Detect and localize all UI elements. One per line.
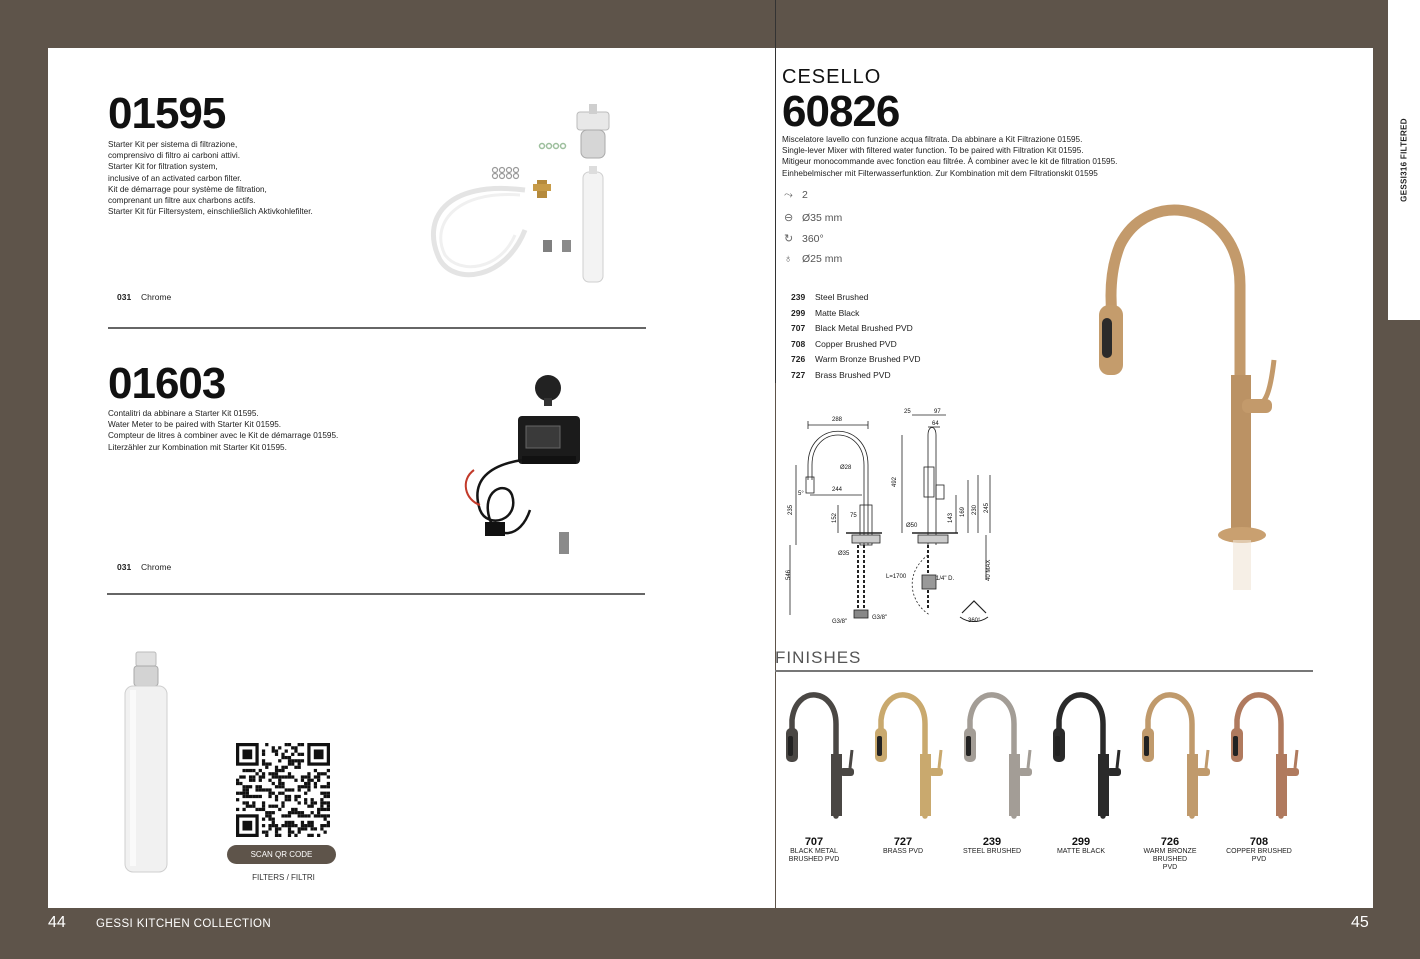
dim-label: 546: [786, 569, 792, 580]
swatch-faucet-707: [784, 684, 864, 820]
side-tab-label: GESSI316 FILTERED: [1399, 118, 1409, 202]
dim-label: Ø28: [840, 465, 852, 471]
dim-label: 244: [832, 487, 843, 493]
finish-row: 239 Steel Brushed: [791, 292, 869, 302]
swatch-code: 299: [1071, 836, 1091, 848]
finishes-divider: [775, 670, 1313, 672]
dim-label: 1/4" D.: [936, 576, 955, 582]
dim-label: 5°: [798, 491, 804, 497]
finish-code: 031: [117, 292, 132, 302]
divider-2: [107, 593, 645, 595]
rotation-icon: ↻: [784, 233, 794, 245]
swatch-name: COPPER BRUSHED PVD: [1226, 848, 1292, 863]
finish-row: 299 Matte Black: [791, 307, 860, 318]
swatch-faucet-708: [1229, 684, 1309, 820]
swatch-name: BLACK METAL BRUSHED PVD: [788, 848, 840, 863]
finishes-title: FINISHES: [775, 648, 862, 667]
dim-label: 143: [948, 512, 954, 523]
left-page-number: 44: [48, 914, 66, 931]
divider-1: [108, 327, 646, 329]
dim-label: 75: [850, 513, 857, 519]
finish-row: 708 Copper Brushed PVD: [791, 338, 897, 349]
filter-cartridge-image: [120, 650, 180, 880]
product-code-60826: 60826: [782, 87, 900, 136]
hose-icon: ♁: [784, 253, 793, 265]
dim-label: 492: [892, 476, 898, 487]
product-code-01603: 01603: [108, 359, 226, 408]
dim-label: G3/8": [832, 619, 848, 625]
dim-label: 40 MAX: [986, 559, 992, 581]
scan-qr-button[interactable]: SCAN QR CODE: [227, 845, 336, 864]
swatch-name: BRASS PVD: [882, 848, 924, 855]
dim-label: 360°: [968, 618, 981, 624]
dim-label: L=1700: [886, 574, 907, 580]
series-name: CESELLO: [782, 66, 882, 88]
finish-row: 726 Warm Bronze Brushed PVD: [791, 354, 921, 364]
product-description-01603: Contalitri da abbinare a Starter Kit 01595. Water Meter to be paired with Starter Kit 01595. Compteur de litres à combiner avec le Kit de démarrage 01595. Literzähler zur Kombination mit Starter Kit 01595.: [108, 409, 339, 452]
dim-label: Ø50: [906, 523, 918, 529]
swatch-code: 727: [893, 836, 913, 848]
finish-name: Chrome: [141, 292, 172, 302]
spec-hose: ♁ Ø25 mm: [784, 253, 843, 265]
dim-label: 230: [972, 504, 978, 515]
cartridge-icon: ⊖: [784, 212, 794, 224]
swatch-faucet-726: [1140, 684, 1220, 820]
swatch-name: MATTE BLACK: [1056, 848, 1106, 855]
swatch-code: 726: [1160, 836, 1180, 848]
dim-label: 288: [832, 417, 843, 423]
product-description-01595: Starter Kit per sistema di filtrazione, comprensivo di filtro ai carboni attivi. Starter Kit for filtration system, inclusive of an activated carbon filter. Kit de démarrage pour système de filtration, comprenant un filtre aux charbons actifs. Starter Kit für Filtersystem, einschließlich Aktivkohlefilter.: [108, 140, 313, 217]
dim-label: 235: [788, 504, 794, 515]
finish-line-01603: [117, 562, 171, 572]
right-page-number: 45: [1351, 914, 1369, 931]
water-meter-image: [460, 370, 590, 560]
swatch-name: WARM BRONZE BRUSHED PVD: [1143, 848, 1197, 871]
swatch-name: STEEL BRUSHED: [962, 848, 1022, 855]
dim-label: 64: [932, 421, 939, 427]
dim-label: 25: [904, 409, 911, 415]
page-spine: [775, 0, 776, 383]
dim-label: 169: [960, 506, 966, 517]
qr-code[interactable]: [236, 743, 330, 837]
swatch-code: 707: [804, 836, 824, 848]
dim-label: 245: [984, 502, 990, 513]
spec-sprays: ⤳ 2: [784, 189, 808, 201]
finish-list: [791, 292, 921, 385]
spec-rotation: ↻ 360°: [784, 233, 824, 245]
qr-caption: FILTERS / FILTRI: [252, 873, 315, 882]
dim-label: Ø35: [838, 551, 850, 557]
starter-kit-image: [415, 100, 625, 290]
swatch-code: 239: [982, 836, 1002, 848]
side-tab: [1388, 0, 1420, 320]
swatch-faucet-727: [873, 684, 953, 820]
dim-label: G3/8": [872, 615, 888, 621]
spec-cartridge: ⊖ Ø35 mm: [784, 212, 843, 224]
finish-row: 727 Brass Brushed PVD: [791, 369, 891, 380]
swatch-faucet-239: [962, 684, 1042, 820]
hero-faucet-image: [1090, 175, 1350, 595]
dim-label: 97: [934, 409, 941, 415]
spray-function-icon: ⤳: [784, 189, 793, 201]
technical-drawing: [782, 405, 1000, 627]
finish-code: 031: [117, 562, 132, 572]
finish-row: 707 Black Metal Brushed PVD: [791, 323, 913, 333]
dim-label: 152: [832, 512, 838, 523]
product-description-60826: Miscelatore lavello con funzione acqua filtrata. Da abbinare a Kit Filtrazione 01595. Single-lever Mixer with filtered water function. To be paired with Filtration Kit 01595. Mitigeur monocommande avec fonction eau filtrée. À combiner avec le kit de filtration 01595. Einhebelmischer mit Filterwasserfunktion. Zur Kombination mit dem Filtrationskit 01595: [782, 135, 1118, 178]
swatch-code: 708: [1249, 836, 1269, 848]
product-code-01595: 01595: [108, 89, 226, 138]
swatch-faucet-299: [1051, 684, 1131, 820]
finish-name: Chrome: [141, 562, 172, 572]
finish-line-01595: [117, 292, 171, 302]
collection-title: GESSI KITCHEN COLLECTION: [96, 918, 272, 930]
